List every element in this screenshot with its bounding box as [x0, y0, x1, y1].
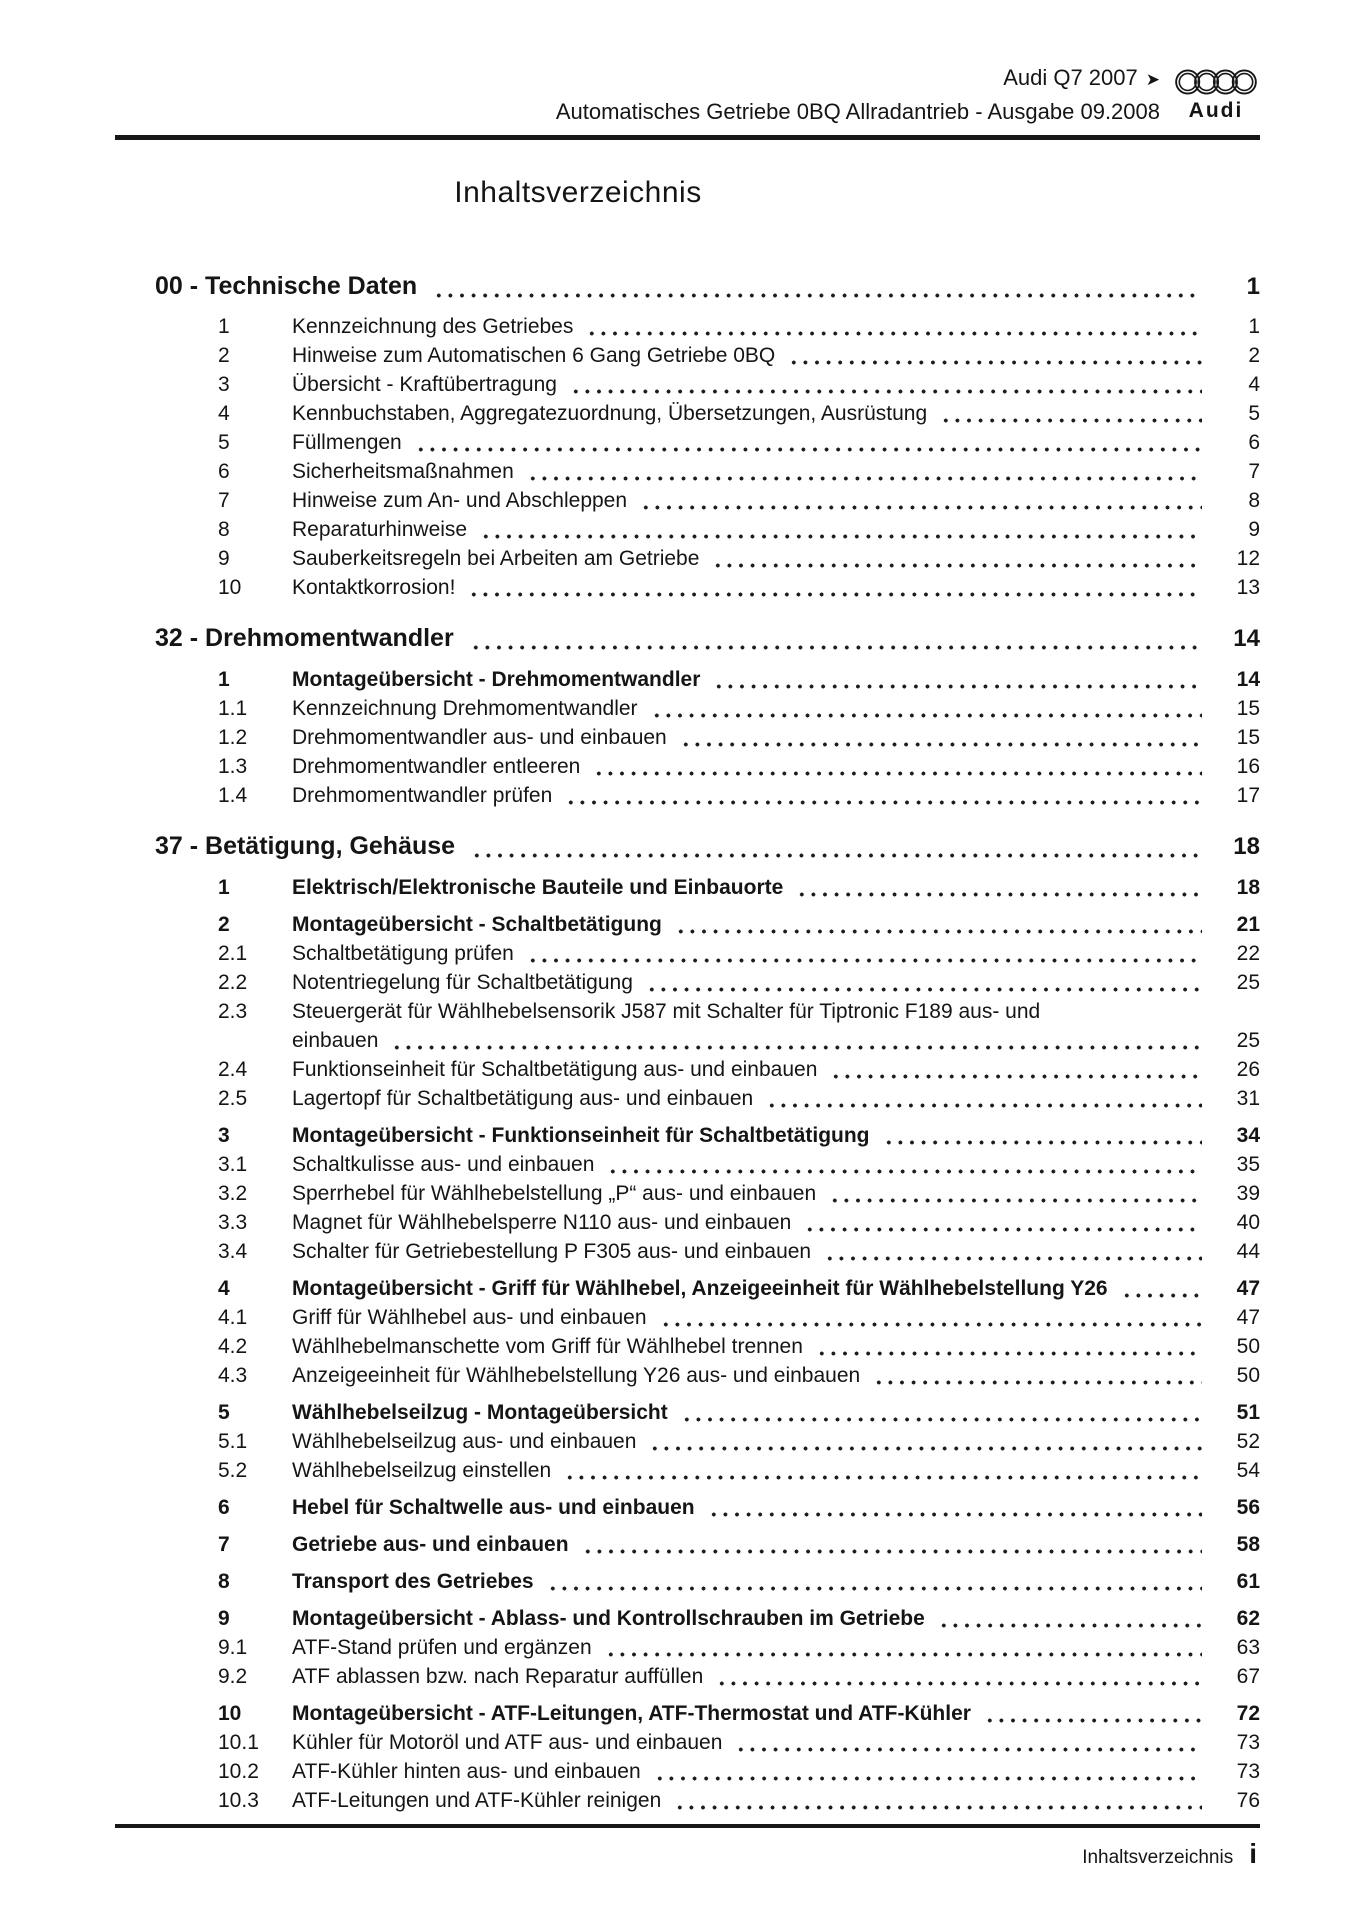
toc-entry[interactable] [115, 1398, 1260, 1427]
toc-entry[interactable] [115, 1530, 1260, 1559]
toc-entry-number: 1 [218, 668, 230, 691]
toc-entry-number: 4.1 [218, 1306, 248, 1329]
toc-entry-number: 9.2 [218, 1665, 248, 1688]
dot-leader [984, 1718, 1202, 1723]
toc-entry[interactable] [115, 873, 1260, 902]
dot-leader [646, 987, 1202, 992]
header-rule [115, 135, 1260, 140]
toc-entry-title: Notentriegelung für Schaltbetätigung [292, 971, 633, 994]
dot-leader [680, 742, 1202, 747]
toc-entry-number: 7 [218, 489, 230, 512]
toc-entry-page: 21 [1236, 913, 1260, 936]
toc-entry-page: 67 [1236, 1665, 1260, 1688]
toc-entry-title: Griff für Wählhebel aus- und einbauen [292, 1306, 647, 1329]
toc-entry[interactable] [115, 1662, 1260, 1691]
toc-entry-page: 51 [1236, 1401, 1260, 1424]
toc-entry-number: 2.4 [218, 1058, 248, 1081]
dot-leader [804, 1227, 1202, 1232]
toc-entry-page: 61 [1236, 1570, 1260, 1593]
toc-entry-page: 13 [1236, 576, 1260, 599]
toc-entry-page: 47 [1236, 1277, 1260, 1300]
dot-leader [480, 534, 1202, 539]
dot-leader [674, 1805, 1202, 1810]
dot-leader [593, 771, 1202, 776]
toc-entry-title: Montageübersicht - Funktionseinheit für Schaltbetätigung [292, 1124, 870, 1147]
toc-entry-number: 9 [218, 1607, 230, 1630]
toc-entry-page: 6 [1248, 431, 1260, 454]
toc-entry-number: 8 [218, 1570, 230, 1593]
toc-entry-page: 18 [1236, 876, 1260, 899]
toc-entry-title: Füllmengen [292, 431, 402, 454]
toc-entry-title: Steuergerät für Wählhebelsensorik J587 mit Schalter für Tiptronic F189 aus- und [292, 1000, 1041, 1023]
toc-entry-number: 10.2 [218, 1760, 259, 1783]
toc-entry[interactable] [115, 341, 1260, 370]
dot-leader [938, 1623, 1202, 1628]
toc-section-page: 14 [1233, 625, 1260, 652]
toc-section-title: 37 - Betätigung, Gehäuse [155, 832, 456, 860]
toc-entry-number: 6 [218, 460, 230, 483]
toc-entry-page: 56 [1236, 1496, 1260, 1519]
toc-entry-page: 58 [1236, 1533, 1260, 1556]
toc-entry-number: 3 [218, 373, 230, 396]
toc-entry-page: 73 [1236, 1731, 1260, 1754]
toc-entry-title: ATF-Leitungen und ATF-Kühler reinigen [292, 1789, 662, 1812]
toc-entry-title: Wählhebelseilzug einstellen [292, 1459, 552, 1482]
toc-entry[interactable] [115, 1604, 1260, 1633]
footer-page-number: i [1249, 1838, 1257, 1869]
toc-entry-page: 9 [1248, 518, 1260, 541]
toc-entry-title: Kontaktkorrosion! [292, 576, 456, 599]
dot-leader [829, 1198, 1202, 1203]
dot-leader [433, 293, 1202, 298]
dot-leader [527, 958, 1202, 963]
toc-entry-page: 8 [1248, 489, 1260, 512]
toc-entry[interactable] [115, 1427, 1260, 1456]
toc-entry[interactable] [115, 1567, 1260, 1596]
toc-entry-number: 3.4 [218, 1240, 248, 1263]
dot-leader [607, 1169, 1202, 1174]
dot-leader [640, 505, 1202, 510]
dot-leader [788, 360, 1202, 365]
toc-entry-title: Montageübersicht - Griff für Wählhebel, Anzeigeeinheit für Wählhebelstellung Y26 [292, 1277, 1108, 1300]
toc-section-page: 1 [1246, 273, 1260, 300]
toc-entry-number: 6 [218, 1496, 230, 1519]
toc-entry-number: 2.5 [218, 1087, 248, 1110]
dot-leader [816, 1351, 1202, 1356]
toc-entry-page: 76 [1236, 1789, 1260, 1812]
toc-entry-title: Reparaturhinweise [292, 518, 468, 541]
dot-leader [605, 1652, 1202, 1657]
dot-leader [654, 1776, 1202, 1781]
toc-entry[interactable] [115, 1179, 1260, 1208]
toc-entry-number: 10.1 [218, 1731, 259, 1754]
toc-entry-number: 1.2 [218, 726, 248, 749]
toc-entry-page: 15 [1236, 697, 1260, 720]
toc-entry[interactable] [115, 1456, 1260, 1485]
toc-entry-page: 47 [1236, 1306, 1260, 1329]
dot-leader [824, 1256, 1202, 1261]
toc-section-heading[interactable] [115, 620, 1260, 657]
toc-entry[interactable] [115, 1493, 1260, 1522]
toc-entry[interactable] [115, 428, 1260, 457]
toc-entry-title: Kennzeichnung des Getriebes [292, 315, 574, 338]
dot-leader [471, 853, 1202, 858]
toc-entry-page: 7 [1248, 460, 1260, 483]
toc-entry[interactable] [115, 1055, 1260, 1084]
toc-entry-number: 1.1 [218, 697, 248, 720]
dot-leader [735, 1747, 1202, 1752]
toc-entry-number: 5.2 [218, 1459, 248, 1482]
document-subtitle: Automatisches Getriebe 0BQ Allradantrieb - Ausgabe 09.2008 [555, 99, 1160, 124]
toc-entry-page: 73 [1236, 1760, 1260, 1783]
right-arrow-icon: ➤ [1145, 70, 1160, 89]
toc-entry[interactable] [115, 312, 1260, 341]
toc-entry-title: Kennbuchstaben, Aggregatezuordnung, Übersetzungen, Ausrüstung [292, 402, 928, 425]
toc-entry-page: 54 [1236, 1459, 1260, 1482]
toc-entry[interactable] [115, 515, 1260, 544]
toc-entry-title: Sperrhebel für Wählhebelstellung „P“ aus- und einbauen [292, 1182, 817, 1205]
audi-rings-icon [1174, 66, 1258, 98]
toc-entry-title: Montageübersicht - Ablass- und Kontrollschrauben im Getriebe [292, 1607, 925, 1630]
toc-entry[interactable] [115, 1728, 1260, 1757]
toc-entry-page: 15 [1236, 726, 1260, 749]
toc-entry-title: Montageübersicht - Schaltbetätigung [292, 913, 662, 936]
page-footer [115, 1838, 1260, 1870]
toc-entry-title: Wählhebelseilzug - Montageübersicht [292, 1401, 668, 1424]
dot-leader [883, 1140, 1202, 1145]
toc-entry[interactable] [115, 573, 1260, 602]
toc-entry-number: 10.3 [218, 1789, 259, 1812]
toc [115, 268, 1260, 1815]
toc-entry[interactable] [115, 694, 1260, 723]
toc-entry[interactable] [115, 1084, 1260, 1113]
toc-entry[interactable] [115, 665, 1260, 694]
toc-entry-page: 5 [1248, 402, 1260, 425]
toc-entry-title: Wählhebelseilzug aus- und einbauen [292, 1430, 637, 1453]
toc-entry-number: 2.2 [218, 971, 248, 994]
toc-entry-title: Montageübersicht - Drehmomentwandler [292, 668, 701, 691]
toc-entry-page: 22 [1236, 942, 1260, 965]
toc-entry[interactable] [115, 752, 1260, 781]
toc-entry[interactable] [115, 968, 1260, 997]
toc-entry-title: Drehmomentwandler prüfen [292, 784, 553, 807]
toc-entry-page: 1 [1248, 315, 1260, 338]
toc-entry-title: einbauen [292, 1029, 379, 1052]
toc-section-title: 32 - Drehmomentwandler [155, 624, 454, 652]
toc-entry[interactable] [115, 997, 1260, 1026]
toc-entry-page: 25 [1236, 1029, 1260, 1052]
toc-entry-title: ATF-Kühler hinten aus- und einbauen [292, 1760, 641, 1783]
toc-entry-number: 3.1 [218, 1153, 248, 1176]
toc-entry-page: 16 [1236, 755, 1260, 778]
footer-rule [115, 1824, 1260, 1828]
toc-entry-title: Sauberkeitsregeln bei Arbeiten am Getriebe [292, 547, 700, 570]
toc-entry-number: 5 [218, 431, 230, 454]
toc-entry[interactable] [115, 1208, 1260, 1237]
toc-entry-title: Übersicht - Kraftübertragung [292, 373, 557, 396]
toc-entry-number: 2.1 [218, 942, 248, 965]
dot-leader [796, 892, 1202, 897]
toc-entry-title: Montageübersicht - ATF-Leitungen, ATF-Thermostat und ATF-Kühler [292, 1702, 971, 1725]
toc-entry[interactable] [115, 457, 1260, 486]
toc-entry[interactable] [115, 1757, 1260, 1786]
toc-entry[interactable] [115, 486, 1260, 515]
dot-leader [527, 476, 1202, 481]
toc-entry-page: 2 [1248, 344, 1260, 367]
dot-leader [712, 563, 1202, 568]
dot-leader [1053, 1016, 1202, 1021]
toc-entry-title: Funktionseinheit für Schaltbetätigung aus- und einbauen [292, 1058, 818, 1081]
toc-entry-page: 62 [1236, 1607, 1260, 1630]
page-title: Inhaltsverzeichnis [454, 176, 702, 209]
dot-leader [547, 1586, 1202, 1591]
dot-leader [716, 1681, 1202, 1686]
dot-leader [565, 800, 1202, 805]
dot-leader [681, 1417, 1202, 1422]
toc-entry[interactable] [115, 723, 1260, 752]
toc-section-title: 00 - Technische Daten [155, 272, 418, 300]
toc-entry-title: Magnet für Wählhebelsperre N110 aus- und einbauen [292, 1211, 792, 1234]
toc-entry[interactable] [115, 1303, 1260, 1332]
toc-entry-number: 1.4 [218, 784, 248, 807]
manual-toc-page [115, 0, 1260, 1870]
toc-entry-number: 7 [218, 1533, 230, 1556]
toc-entry-number: 4.2 [218, 1335, 248, 1358]
toc-entry-page: 40 [1236, 1211, 1260, 1234]
toc-entry-title: Wählhebelmanschette vom Griff für Wählhebel trennen [292, 1335, 803, 1358]
toc-entry-page: 63 [1236, 1636, 1260, 1659]
toc-entry-page: 44 [1236, 1240, 1260, 1263]
toc-entry-number: 4 [218, 1277, 230, 1300]
toc-entry-title: Elektrisch/Elektronische Bauteile und Einbauorte [292, 876, 784, 899]
dot-leader [570, 389, 1202, 394]
dot-leader [1121, 1293, 1202, 1298]
toc-entry-title: Drehmomentwandler aus- und einbauen [292, 726, 667, 749]
toc-entry-page: 34 [1236, 1124, 1260, 1147]
dot-leader [660, 1322, 1203, 1327]
dot-leader [651, 713, 1202, 718]
toc-entry-title: Anzeigeeinheit für Wählhebelstellung Y26 aus- und einbauen [292, 1364, 861, 1387]
toc-entry-number: 9 [218, 547, 230, 570]
toc-entry[interactable] [115, 399, 1260, 428]
dot-leader [468, 592, 1202, 597]
dot-leader [582, 1549, 1202, 1554]
toc-entry[interactable] [115, 1361, 1260, 1390]
toc-entry-page: 17 [1236, 784, 1260, 807]
toc-entry-title: ATF ablassen bzw. nach Reparatur auffüllen [292, 1665, 704, 1688]
toc-entry[interactable] [115, 1274, 1260, 1303]
toc-entry-continuation[interactable] [115, 1026, 1260, 1055]
toc-entry-number: 2.3 [218, 1000, 248, 1023]
toc-entry-page: 25 [1236, 971, 1260, 994]
toc-entry[interactable] [115, 1237, 1260, 1266]
toc-entry-number: 9.1 [218, 1636, 248, 1659]
toc-entry-page: 4 [1248, 373, 1260, 396]
toc-entry[interactable] [115, 1332, 1260, 1361]
toc-entry-title: Hinweise zum Automatischen 6 Gang Getriebe 0BQ [292, 344, 776, 367]
toc-entry-number: 2 [218, 913, 230, 936]
toc-section-heading[interactable] [115, 268, 1260, 305]
toc-entry[interactable] [115, 370, 1260, 399]
audi-wordmark: Audi [1188, 99, 1244, 122]
toc-entry-title: Schaltbetätigung prüfen [292, 942, 514, 965]
toc-entry-title: Kühler für Motoröl und ATF aus- und einbauen [292, 1731, 723, 1754]
dot-leader [564, 1475, 1202, 1480]
toc-entry-title: Sicherheitsmaßnahmen [292, 460, 514, 483]
toc-entry-number: 2 [218, 344, 230, 367]
dot-leader [415, 447, 1202, 452]
audi-logo [1172, 66, 1260, 123]
toc-entry-number: 1.3 [218, 755, 248, 778]
dot-leader [470, 645, 1202, 650]
toc-entry-number: 3 [218, 1124, 230, 1147]
toc-entry-title: Schaltkulisse aus- und einbauen [292, 1153, 595, 1176]
dot-leader [766, 1103, 1202, 1108]
dot-leader [649, 1446, 1202, 1451]
toc-entry-number: 3.3 [218, 1211, 248, 1234]
toc-entry[interactable] [115, 544, 1260, 573]
toc-entry-page: 26 [1236, 1058, 1260, 1081]
dot-leader [940, 418, 1202, 423]
toc-entry-page: 14 [1236, 668, 1260, 691]
toc-section-page: 18 [1233, 833, 1260, 860]
toc-entry-number: 5.1 [218, 1430, 248, 1453]
toc-entry-title: Hebel für Schaltwelle aus- und einbauen [292, 1496, 695, 1519]
toc-entry[interactable] [115, 939, 1260, 968]
toc-entry-number: 10 [218, 576, 242, 599]
toc-entry[interactable] [115, 1633, 1260, 1662]
dot-leader [675, 929, 1202, 934]
toc-entry[interactable] [115, 1786, 1260, 1815]
toc-entry-page: 12 [1236, 547, 1260, 570]
footer-label: Inhaltsverzeichnis [1082, 1847, 1234, 1868]
toc-entry-number: 4.3 [218, 1364, 248, 1387]
toc-entry-title: Transport des Getriebes [292, 1570, 534, 1593]
toc-entry-page: 50 [1236, 1335, 1260, 1358]
dot-leader [830, 1074, 1202, 1079]
toc-entry-number: 3.2 [218, 1182, 248, 1205]
toc-entry-title: Getriebe aus- und einbauen [292, 1533, 569, 1556]
toc-entry[interactable] [115, 910, 1260, 939]
toc-entry-number: 1 [218, 315, 230, 338]
toc-section-heading[interactable] [115, 828, 1260, 865]
toc-entry-page: 31 [1236, 1087, 1260, 1110]
model-line [115, 64, 1260, 93]
page-header [115, 64, 1260, 140]
toc-entry-number: 8 [218, 518, 230, 541]
model-text: Audi Q7 2007 [1003, 65, 1138, 90]
toc-entry-page: 39 [1236, 1182, 1260, 1205]
toc-entry-title: Schalter für Getriebestellung P F305 aus- und einbauen [292, 1240, 812, 1263]
toc-entry-number: 5 [218, 1401, 230, 1424]
toc-entry-page: 52 [1236, 1430, 1260, 1453]
toc-entry[interactable] [115, 1150, 1260, 1179]
dot-leader [873, 1380, 1202, 1385]
toc-entry-number: 1 [218, 876, 230, 899]
toc-entry-page: 35 [1236, 1153, 1260, 1176]
toc-entry-page: 72 [1236, 1702, 1260, 1725]
toc-entry-page: 50 [1236, 1364, 1260, 1387]
toc-entry[interactable] [115, 1699, 1260, 1728]
toc-entry-title: ATF-Stand prüfen und ergänzen [292, 1636, 592, 1659]
dot-leader [713, 684, 1202, 689]
dot-leader [586, 331, 1202, 336]
toc-entry[interactable] [115, 781, 1260, 810]
toc-entry-title: Drehmomentwandler entleeren [292, 755, 581, 778]
toc-entry-number: 4 [218, 402, 230, 425]
toc-entry-title: Kennzeichnung Drehmomentwandler [292, 697, 638, 720]
dot-leader [708, 1512, 1202, 1517]
toc-entry-title: Lagertopf für Schaltbetätigung aus- und einbauen [292, 1087, 754, 1110]
toc-entry-title: Hinweise zum An- und Abschleppen [292, 489, 628, 512]
dot-leader [391, 1045, 1202, 1050]
toc-entry-number: 10 [218, 1702, 242, 1725]
toc-entry[interactable] [115, 1121, 1260, 1150]
